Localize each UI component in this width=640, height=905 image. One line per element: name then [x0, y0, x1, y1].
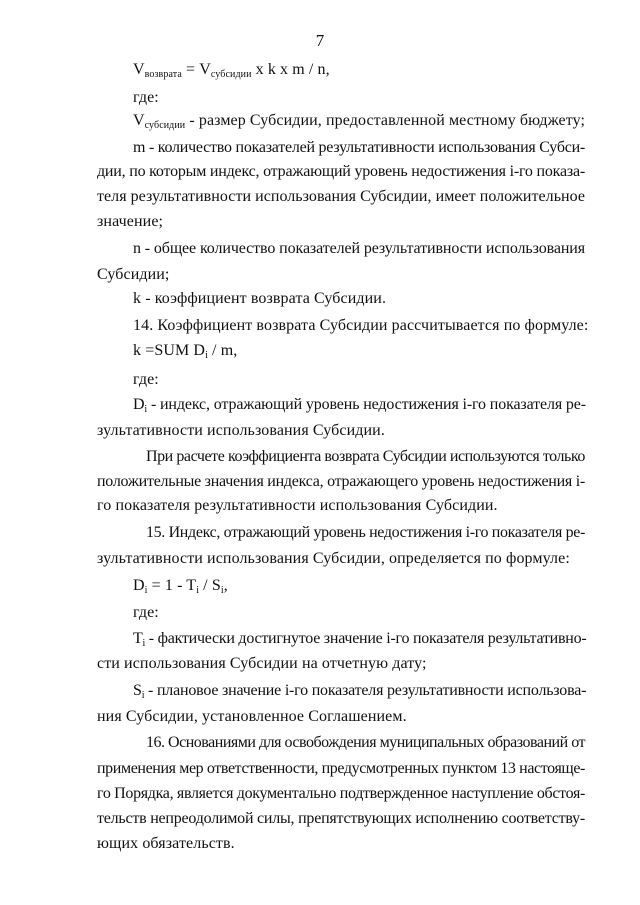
formula-symbol: D — [133, 577, 145, 594]
paragraph-line: ния Субсидии, установленное Соглашением. — [97, 708, 407, 725]
paragraph-line: k - коэффициент возврата Субсидии. — [133, 290, 387, 307]
formula-subscript: возврата — [144, 69, 182, 80]
definition-v-subsidy — [133, 111, 585, 131]
formula-text: k =SUM D — [133, 342, 206, 359]
formula-subscript: i — [141, 690, 145, 701]
formula-symbol: D — [133, 396, 145, 413]
paragraph-line: теля результативности использования Субсидии, имеет положительное — [97, 188, 585, 205]
formula-text: , — [223, 577, 228, 594]
formula-subscript: i — [144, 585, 148, 596]
formula-subscript: i — [220, 585, 224, 596]
section-14-heading: 14. Коэффициент возврата Субсидии рассчитывается по формуле: — [133, 317, 589, 334]
paragraph-line: сти использования Субсидии на отчетную дату; — [97, 655, 427, 672]
formula-symbol: V — [133, 61, 145, 78]
paragraph-line: дии, по которым индекс, отражающий уровень недостижения i-го показа- — [97, 163, 585, 180]
formula-d — [133, 576, 228, 596]
formula-return-volume — [133, 60, 330, 80]
paragraph-line: ющих обязательств. — [97, 835, 235, 852]
section-16-heading: 16. Основаниями для освобождения муниципальных образований от — [146, 734, 585, 751]
paragraph-line: n - общее количество показателей результативности использования — [133, 240, 585, 257]
formula-symbol: S — [133, 682, 142, 699]
formula-subscript: i — [205, 350, 208, 361]
paragraph-line: применения мер ответственности, предусмотренных пунктом 13 настояще- — [97, 760, 585, 777]
formula-subscript: i — [142, 638, 146, 649]
paragraph-line: го Порядка, является документально подтвержденное наступление обстоя- — [97, 785, 585, 802]
paragraph-line: Субсидии; — [97, 266, 170, 283]
where-label: где: — [133, 89, 159, 106]
where-label: где: — [133, 604, 159, 621]
formula-subscript: субсидии — [144, 120, 186, 131]
paragraph-line: го показателя результативности использования Субсидии. — [97, 497, 498, 514]
formula-subscript: i — [196, 585, 200, 596]
paragraph-line: положительные значения индекса, отражающего уровень недостижения i- — [97, 473, 585, 490]
formula-subscript: i — [144, 404, 148, 415]
definition-text: - размер Субсидии, предоставленной местному бюджету; — [185, 112, 586, 129]
formula-text: / S — [199, 577, 221, 594]
paragraph-line: зультативности использования Субсидии. — [97, 422, 385, 439]
definition-d — [133, 395, 586, 415]
formula-symbol: V — [133, 112, 145, 129]
paragraph-line: зультативности использования Субсидии, определяется по формуле: — [97, 550, 570, 567]
definition-t — [133, 629, 586, 649]
definition-text: - фактически достигнутое значение i-го показателя результативно- — [145, 630, 587, 647]
paragraph-line: При расчете коэффициента возврата Субсидии используются только — [146, 448, 585, 465]
paragraph-line: m - количество показателей результативности использования Субси- — [133, 139, 585, 156]
formula-text: x k x m / n, — [251, 61, 330, 78]
formula-text: = 1 - T — [147, 577, 197, 594]
paragraph-line: тельств непреодолимой силы, препятствующих исполнению соответству- — [97, 810, 585, 827]
formula-subscript: субсидии — [210, 69, 252, 80]
formula-text: = V — [181, 61, 211, 78]
formula-symbol: T — [133, 630, 143, 647]
section-15-heading: 15. Индекс, отражающий уровень недостижения i-го показателя ре- — [146, 524, 585, 541]
definition-text: - плановое значение i-го показателя результативности использова- — [144, 682, 587, 699]
formula-text: / m, — [207, 342, 238, 359]
where-label: где: — [133, 371, 159, 388]
definition-s — [133, 681, 586, 701]
page-number: 7 — [315, 31, 325, 50]
paragraph-line: значение; — [97, 213, 164, 230]
definition-text: - индекс, отражающий уровень недостижения i-го показателя ре- — [147, 396, 586, 413]
formula-k — [133, 341, 237, 361]
